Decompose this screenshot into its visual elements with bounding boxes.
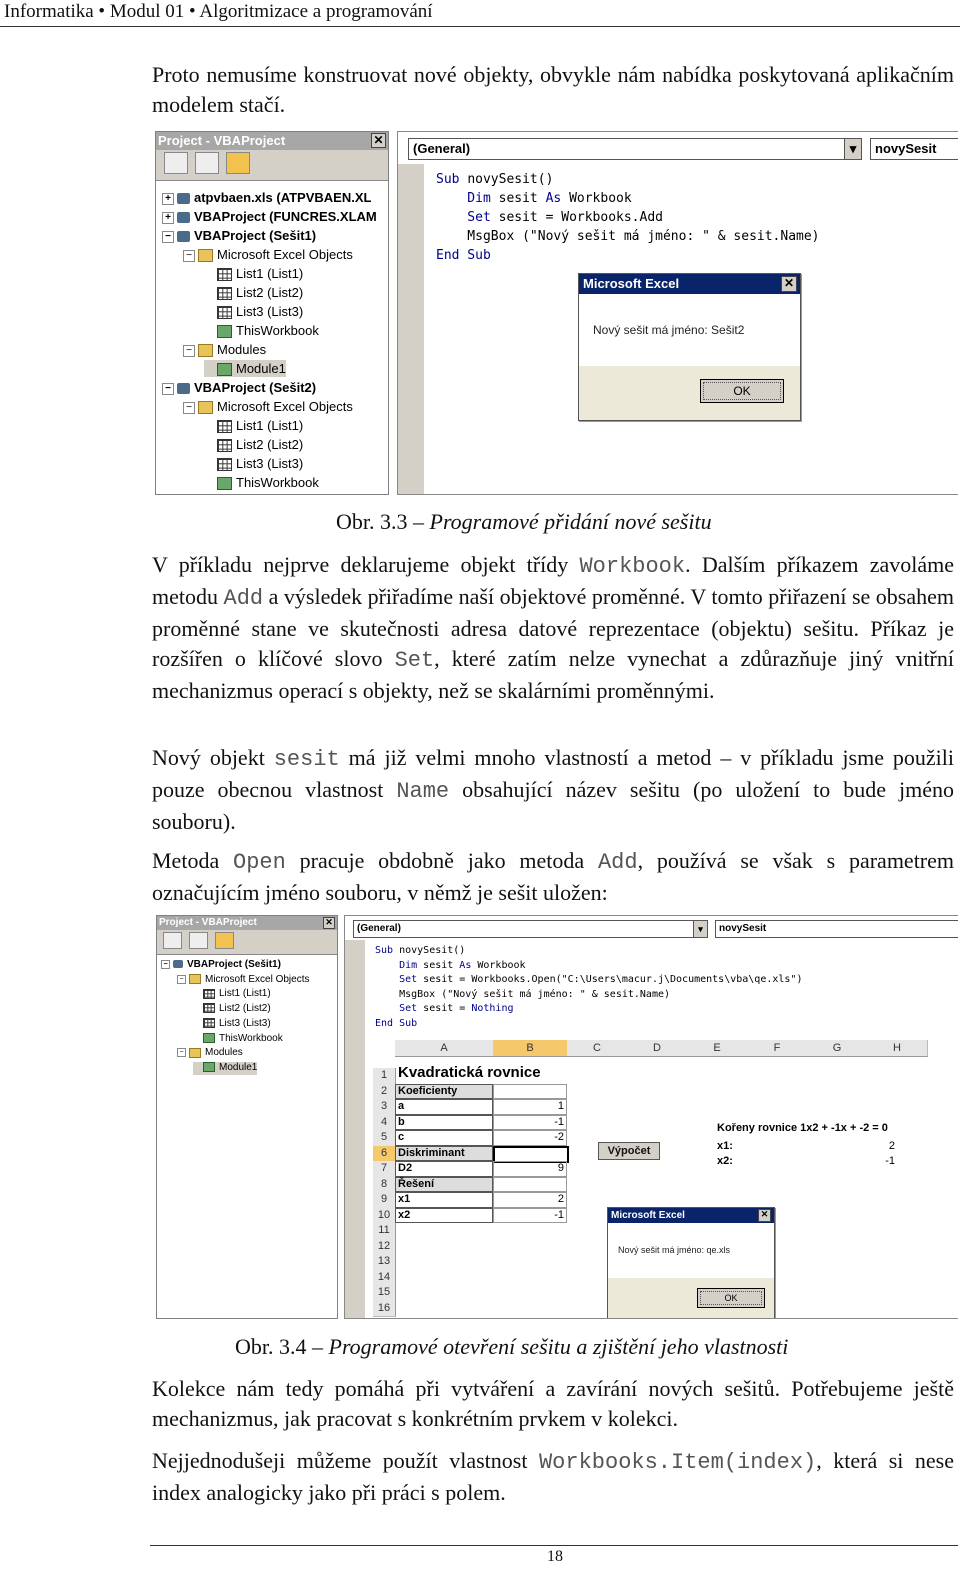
code-keyword: Sub (375, 945, 400, 956)
calculate-button[interactable]: Výpočet (598, 1142, 660, 1160)
tree-item-label: Microsoft Excel Objects (217, 247, 353, 262)
vba-project-icon (173, 960, 183, 968)
caption-text: Programové otevření sešitu a zjištění jeho vlastnosti (328, 1334, 789, 1359)
code-window (344, 915, 958, 1319)
code-token: sesit = (423, 1003, 472, 1014)
message-box-title (579, 274, 800, 294)
inline-code: Workbook (579, 554, 686, 579)
paragraph-text: Kolekce nám tedy pomáhá při vytváření a zavírání nových sešitů. Potřebujeme ještě mechanizmus, jak pracovat s konkrétním prvkem v kolekci. (152, 1376, 954, 1431)
code-line (436, 172, 553, 187)
code-window (397, 131, 958, 495)
code-token: novySesit() (399, 945, 466, 956)
code-line (436, 191, 632, 206)
chevron-down-icon[interactable]: ▾ (844, 139, 861, 159)
inline-code: sesit (273, 747, 340, 772)
module-icon (203, 1033, 215, 1043)
tree-item-label: List2 (List2) (219, 1003, 271, 1015)
paragraph-text: , která si nese index analogicky jako při práci s polem. (152, 1448, 955, 1505)
collapse-icon[interactable]: − (183, 402, 195, 414)
tree-item-label: ThisWorkbook (236, 323, 319, 338)
tree-item-label: Microsoft Excel Objects (205, 973, 310, 985)
tree-item[interactable] (183, 246, 353, 263)
tree-item[interactable] (193, 1062, 257, 1075)
column-header[interactable]: H (867, 1040, 928, 1057)
value-cell[interactable]: 2 (493, 1192, 567, 1208)
code-keyword: Dim (375, 959, 424, 971)
project-explorer-title-text: Project - VBAProject (159, 917, 257, 928)
row-header[interactable]: 5 (373, 1130, 396, 1147)
inline-code: Set (394, 648, 435, 673)
row-header[interactable]: 9 (373, 1192, 396, 1209)
toggle-folders-icon[interactable] (226, 152, 250, 174)
worksheet-icon (217, 420, 232, 433)
caption-text: Programové přidání nové sešitu (429, 509, 712, 534)
code-gutter (345, 940, 365, 1318)
collapse-icon[interactable]: − (162, 383, 174, 395)
figure-vba-editor-1 (155, 131, 958, 495)
label-cell[interactable]: x2 (395, 1208, 493, 1224)
row-header[interactable]: 12 (373, 1239, 396, 1256)
folder-icon (198, 249, 213, 262)
code-keyword: End Sub (436, 248, 491, 263)
code-token: Workbook (569, 191, 632, 206)
tree-item-label: VBAProject (Sešit2) (194, 380, 317, 395)
paragraph-open-method (152, 846, 954, 908)
inline-code: Open (233, 850, 286, 875)
folder-icon (198, 344, 213, 357)
message-box-text: Nový sešit má jméno: Sešit2 (579, 294, 800, 366)
paragraph-text: a výsledek přiřadíme naší objektové proměnné. V tomto přiřazení se obsahem proměnné stane ve skutečnosti adresa datové reprezentace (objektu) sešitu. Příkaz je rozšířen o klíčové slovo (152, 584, 954, 671)
page-number: 18 (547, 1548, 563, 1565)
paragraph-text: , které zatím nelze vynechat a zdůrazňuje jiný vnitřní mechanizmus operací s objekty, než se skalárními proměnnými. (152, 646, 954, 703)
code-keyword: End Sub (375, 1017, 418, 1029)
row-header[interactable]: 11 (373, 1223, 396, 1240)
tree-item-label: Modules (205, 1047, 243, 1059)
tree-item[interactable] (161, 959, 281, 972)
vba-project-icon (177, 193, 190, 204)
tree-item[interactable] (204, 474, 319, 491)
message-box-title-text: Microsoft Excel (611, 1210, 685, 1221)
paragraph-text: Metoda (152, 848, 234, 873)
root-label: x1: (717, 1139, 733, 1152)
tree-item-label: List1 (List1) (236, 418, 304, 433)
code-keyword: Sub (436, 172, 468, 187)
tree-item[interactable] (204, 265, 303, 282)
column-header[interactable]: B (493, 1040, 568, 1057)
worksheet-icon (203, 1003, 215, 1013)
tree-item[interactable] (204, 436, 303, 453)
code-keyword: Set (375, 974, 424, 985)
view-code-icon[interactable] (163, 932, 182, 949)
inline-code: Add (597, 850, 638, 875)
folder-icon (189, 974, 201, 984)
code-token: sesit = Workbooks.Add (498, 210, 663, 225)
procedure-combo[interactable] (715, 920, 958, 938)
tree-item[interactable] (183, 398, 353, 415)
inline-code: Add (223, 586, 264, 611)
row-header[interactable]: 7 (373, 1161, 396, 1178)
message-box-title (608, 1208, 774, 1223)
collapse-icon[interactable]: − (177, 975, 186, 984)
project-explorer-title-text: Project - VBAProject (158, 133, 286, 148)
sheet-title-cell[interactable]: Kvadratická rovnice (398, 1064, 541, 1081)
project-explorer (155, 131, 389, 495)
code-gutter (398, 164, 424, 494)
worksheet-icon (203, 989, 215, 999)
worksheet-icon (203, 1018, 215, 1028)
label-cell[interactable]: c (395, 1130, 493, 1146)
tree-item[interactable] (193, 988, 271, 1001)
paragraph-text: Nejjednodušeji můžeme použít vlastnost (152, 1448, 539, 1473)
paragraph-text: má již velmi mnoho vlastností a metod – v příkladu jsme použili pouze obecnou vlastnost (152, 745, 954, 802)
value-cell[interactable] (493, 1084, 567, 1100)
paragraph-sesit-object (152, 743, 954, 837)
toggle-folders-icon[interactable] (215, 932, 234, 949)
code-keyword: As (459, 959, 478, 971)
code-keyword: Dim (436, 191, 499, 206)
label-cell[interactable]: D2 (395, 1161, 493, 1177)
code-token: MsgBox ("Nový sešit má jméno: " & sesit.Name) (375, 988, 671, 1000)
row-header[interactable]: 6 (373, 1146, 396, 1163)
message-box (578, 273, 801, 421)
folder-icon (189, 1048, 201, 1058)
tree-item-label: List1 (List1) (219, 988, 271, 1000)
view-code-icon[interactable] (164, 152, 188, 174)
code-token: Workbook (477, 959, 526, 971)
project-explorer (156, 915, 338, 1319)
chevron-down-icon[interactable]: ▾ (693, 921, 707, 937)
tree-item-label: List3 (List3) (236, 304, 304, 319)
worksheet-icon (217, 458, 232, 471)
code-line (375, 1018, 417, 1029)
tree-item[interactable] (193, 1003, 271, 1016)
figure1-caption (336, 508, 712, 536)
code-line (436, 229, 820, 244)
tree-item[interactable] (204, 284, 303, 301)
tree-item[interactable] (204, 455, 303, 472)
paragraph-text: V příkladu nejprve deklarujeme objekt třídy (152, 552, 580, 577)
tree-item-label: ThisWorkbook (236, 475, 319, 490)
tree-item[interactable] (204, 360, 286, 377)
tree-item-label: List3 (List3) (236, 456, 304, 471)
code-line (375, 1003, 514, 1014)
worksheet-icon (217, 306, 232, 319)
close-icon[interactable]: ✕ (758, 1209, 771, 1222)
code-line (375, 989, 670, 1000)
tree-item-label: Microsoft Excel Objects (217, 399, 353, 414)
message-box (607, 1207, 775, 1319)
expand-icon[interactable]: + (162, 193, 174, 205)
column-header[interactable]: E (687, 1040, 748, 1057)
tree-item[interactable] (162, 189, 371, 206)
ok-button[interactable]: OK (697, 1288, 765, 1308)
label-cell[interactable]: Řešení (395, 1177, 493, 1193)
procedure-combo[interactable] (870, 138, 958, 160)
tree-item[interactable] (204, 303, 303, 320)
close-icon[interactable]: ✕ (323, 917, 335, 929)
row-header[interactable]: 10 (373, 1208, 396, 1225)
value-cell[interactable]: -1 (493, 1115, 567, 1131)
value-cell[interactable]: 9 (493, 1161, 567, 1177)
code-keyword: As (545, 191, 570, 206)
row-header[interactable]: 15 (373, 1285, 396, 1302)
view-object-icon[interactable] (189, 932, 208, 949)
row-header[interactable]: 4 (373, 1115, 396, 1132)
column-header[interactable]: A (395, 1040, 494, 1057)
row-header[interactable]: 8 (373, 1177, 396, 1194)
code-token: MsgBox ("Nový sešit má jméno: " & sesit.Name) (436, 229, 820, 244)
paragraph-item-index (152, 1446, 954, 1508)
tree-item[interactable] (183, 341, 266, 358)
procedure-combo-value: novySesit (719, 923, 767, 934)
view-object-icon[interactable] (195, 152, 219, 174)
project-tree (157, 955, 337, 1315)
column-header[interactable]: D (627, 1040, 688, 1057)
project-tree (156, 181, 388, 491)
row-header[interactable]: 13 (373, 1254, 396, 1271)
message-box-title-text: Microsoft Excel (583, 276, 680, 291)
inline-code: Name (396, 779, 450, 804)
paragraph-workbook-declaration (152, 550, 954, 706)
paragraph-text: . Dalším příkazem zavoláme metodu (152, 552, 954, 609)
column-header[interactable]: F (747, 1040, 808, 1057)
code-line (436, 210, 663, 225)
collapse-icon[interactable]: − (183, 345, 195, 357)
vba-project-icon (177, 231, 190, 242)
code-token: sesit (423, 959, 460, 971)
code-token: sesit (498, 191, 546, 206)
collapse-icon[interactable]: − (161, 960, 170, 969)
collapse-icon[interactable]: − (162, 231, 174, 243)
value-cell[interactable]: -1 (493, 1208, 567, 1224)
tree-item[interactable] (193, 1018, 271, 1031)
label-cell[interactable]: a (395, 1099, 493, 1115)
row-header[interactable]: 16 (373, 1301, 396, 1318)
worksheet-icon (217, 439, 232, 452)
message-box-text: Nový sešit má jméno: qe.xls (608, 1223, 774, 1278)
project-explorer-title (157, 916, 337, 930)
tree-item-label: List2 (List2) (236, 437, 304, 452)
worksheet-icon (217, 268, 232, 281)
column-header[interactable]: G (807, 1040, 868, 1057)
caption-number: Obr. 3.3 (336, 509, 408, 534)
code-keyword: Set (436, 210, 499, 225)
caption-number: Obr. 3.4 (235, 1334, 307, 1359)
paragraph-text: obsahující název sešitu (po uložení to bude jméno souboru). (152, 777, 955, 834)
tree-item-label: List3 (List3) (219, 1017, 271, 1029)
value-cell[interactable]: 1 (493, 1099, 567, 1115)
row-header[interactable]: 3 (373, 1099, 396, 1116)
tree-item-label: VBAProject (Sešit1) (187, 959, 281, 970)
project-toolbar (157, 930, 337, 955)
column-header[interactable]: C (567, 1040, 628, 1057)
figure2-caption (235, 1333, 788, 1361)
tree-item-label: Module1 (219, 1061, 258, 1073)
close-icon[interactable]: ✕ (371, 133, 386, 148)
vba-project-icon (177, 212, 190, 223)
procedure-combo-value: novySesit (875, 141, 937, 156)
inline-code: Workbooks.Item(index) (538, 1450, 817, 1475)
tree-item[interactable] (204, 417, 303, 434)
caption-dash: – (407, 509, 430, 534)
worksheet-icon (217, 287, 232, 300)
folder-icon (198, 401, 213, 414)
project-toolbar (156, 150, 388, 181)
figure-vba-editor-2 (156, 915, 958, 1319)
row-header[interactable]: 2 (373, 1084, 396, 1101)
value-cell[interactable] (493, 1177, 567, 1193)
tree-item-label: List2 (List2) (236, 285, 304, 300)
caption-dash: – (306, 1334, 329, 1359)
code-keyword: Nothing (471, 1003, 514, 1014)
row-header[interactable]: 14 (373, 1270, 396, 1287)
header-text: Informatika • Modul 01 • Algoritmizace a programování (4, 1, 433, 22)
label-cell[interactable]: Diskriminant (395, 1146, 493, 1162)
tree-item-label: Module1 (236, 361, 286, 376)
module-icon (217, 325, 232, 338)
code-line (375, 974, 802, 985)
label-cell[interactable]: Koeficienty (395, 1084, 493, 1100)
object-combo-value: (General) (413, 141, 471, 156)
code-line (375, 960, 526, 971)
project-explorer-title (156, 132, 388, 150)
row-header[interactable]: 1 (373, 1068, 396, 1085)
running-header (0, 0, 960, 27)
code-line (375, 945, 465, 956)
ok-button[interactable]: OK (700, 379, 784, 403)
object-combo-value: (General) (357, 923, 401, 934)
tree-item-label: ThisWorkbook (219, 1032, 283, 1044)
tree-item[interactable] (177, 1047, 243, 1060)
close-icon[interactable]: ✕ (781, 276, 797, 292)
module-icon (203, 1062, 215, 1072)
vba-project-icon (177, 383, 190, 394)
tree-item[interactable] (162, 379, 316, 396)
code-keyword: Set (375, 1003, 424, 1014)
tree-item[interactable] (162, 208, 377, 225)
code-token: novySesit() (467, 172, 554, 187)
code-line (436, 248, 491, 263)
paragraph-text: , používá se však s parametrem označujícím jméno souboru, v němž je sešit uložen: (152, 848, 955, 905)
collapse-icon[interactable]: − (183, 250, 195, 262)
label-cell[interactable]: x1 (395, 1192, 493, 1208)
collapse-icon[interactable]: − (177, 1048, 186, 1057)
paragraph-text: pracuje obdobně jako metoda (285, 848, 598, 873)
paragraph-collection (152, 1374, 954, 1434)
paragraph-text: Nový objekt (152, 745, 274, 770)
tree-item-label: VBAProject (FUNCRES.XLAM (194, 209, 377, 224)
root-value: 2 (888, 1139, 895, 1152)
tree-item-label: List1 (List1) (236, 266, 304, 281)
intro-paragraph: Proto nemusíme konstruovat nové objekty, obvykle nám nabídka poskytovaná aplikačním modelem stačí. (152, 62, 954, 117)
tree-item-label: Modules (217, 342, 267, 357)
tree-item-label: atpvbaen.xls (ATPVBAEN.XL (194, 190, 372, 205)
tree-item[interactable] (177, 974, 309, 987)
root-label: x2: (717, 1155, 733, 1167)
root-value: -1 (885, 1155, 895, 1167)
tree-item[interactable] (162, 227, 316, 244)
expand-icon[interactable]: + (162, 212, 174, 224)
object-combo[interactable] (408, 138, 862, 160)
tree-item-label: VBAProject (Sešit1) (194, 228, 317, 243)
value-cell[interactable]: -2 (493, 1130, 567, 1146)
tree-item[interactable] (193, 1033, 283, 1046)
footer-rule (150, 1545, 958, 1546)
module-icon (217, 363, 232, 376)
module-icon (217, 477, 232, 490)
label-cell[interactable]: b (395, 1115, 493, 1131)
tree-item[interactable] (204, 322, 319, 339)
code-token: sesit = Workbooks.Open("C:\Users\macur.j\Documents\vba\qe.xls") (423, 974, 803, 985)
object-combo[interactable] (353, 920, 708, 938)
roots-title: Kořeny rovnice 1x2 + -1x + -2 = 0 (717, 1122, 888, 1134)
